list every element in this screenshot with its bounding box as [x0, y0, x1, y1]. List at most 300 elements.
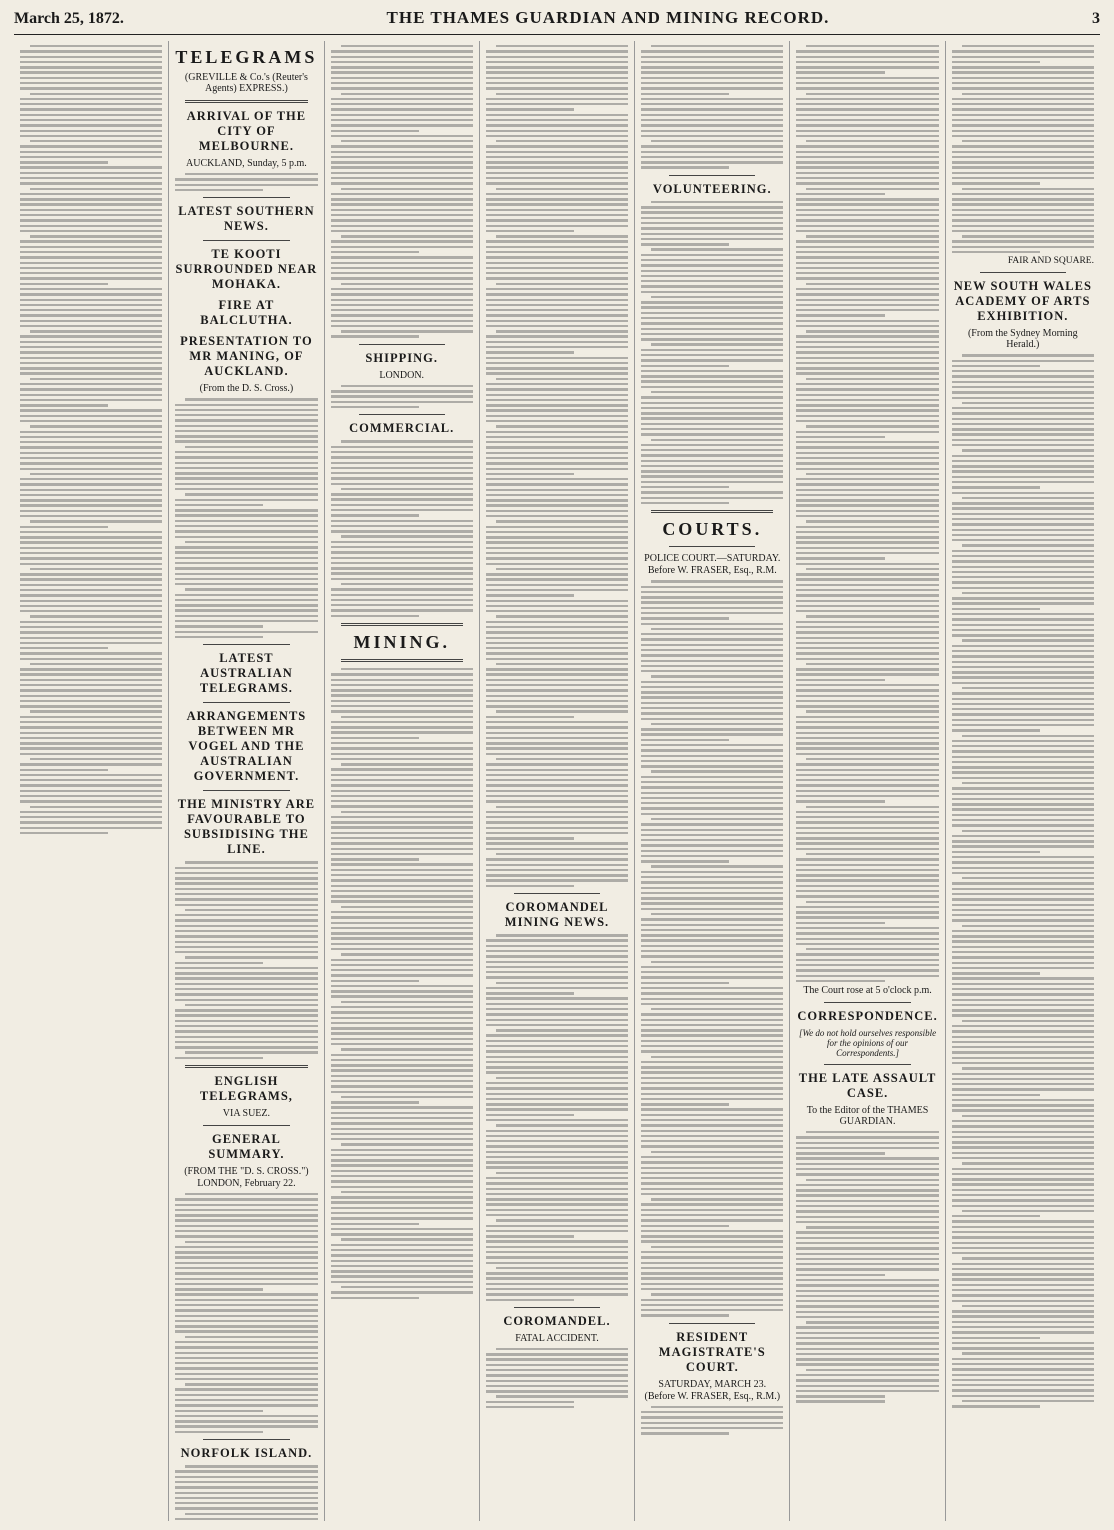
text-line: [175, 1315, 317, 1317]
text-line: [962, 782, 1094, 784]
text-line: [952, 904, 1094, 906]
text-line: [796, 811, 938, 813]
text-line: [20, 246, 162, 248]
text-line: [486, 594, 574, 596]
text-line: [952, 919, 1094, 921]
text-line: [952, 1041, 1094, 1043]
text-line: [952, 819, 1094, 821]
text-line: [486, 320, 628, 322]
text-line: [20, 193, 162, 195]
text-line: [796, 679, 884, 681]
text-line: [796, 462, 938, 464]
text-line: [952, 613, 1094, 615]
text-line: [486, 1374, 628, 1376]
text-line: [331, 87, 473, 89]
text-line: [952, 1078, 1094, 1080]
text-line: [641, 924, 783, 926]
text-line: [331, 753, 473, 755]
text-line: [796, 1305, 938, 1307]
text-line: [796, 526, 938, 528]
text-line: [651, 1008, 783, 1010]
text-line: [486, 325, 628, 327]
text-line: [175, 1399, 317, 1401]
text-line: [796, 404, 938, 406]
text-line: [331, 82, 473, 84]
text-line: [331, 900, 473, 902]
text-line: [486, 1156, 628, 1158]
article-body: [641, 580, 783, 1316]
text-line: [331, 800, 473, 802]
text-line: [486, 1225, 628, 1227]
text-line: [20, 182, 162, 184]
late-assault-heading: THE LATE ASSAULT CASE.: [798, 1071, 937, 1101]
text-line: [796, 637, 938, 639]
text-line: [796, 1237, 938, 1239]
text-line: [641, 82, 783, 84]
coromandel-news-heading: COROMANDEL MINING NEWS.: [504, 900, 610, 930]
text-line: [20, 399, 162, 401]
text-line: [962, 735, 1094, 737]
text-line: [952, 87, 1094, 89]
text-line: [20, 177, 162, 179]
text-line: [641, 654, 783, 656]
article-body: [641, 1406, 783, 1435]
text-line: [20, 452, 162, 454]
text-line: [486, 335, 628, 337]
text-line: [796, 1200, 938, 1202]
divider: [669, 175, 755, 176]
text-line: [331, 1085, 473, 1087]
text-line: [486, 468, 628, 470]
text-line: [641, 1066, 783, 1068]
text-line: [796, 827, 938, 829]
text-line: [952, 602, 1094, 604]
text-line: [641, 739, 729, 741]
text-line: [486, 182, 628, 184]
text-line: [175, 562, 317, 564]
text-line: [331, 1175, 473, 1177]
text-line: [486, 166, 628, 168]
text-line: [331, 309, 473, 311]
text-line: [20, 151, 162, 153]
text-line: [20, 658, 162, 660]
text-line: [331, 726, 473, 728]
text-line: [641, 1045, 783, 1047]
text-line: [20, 431, 162, 433]
text-line: [952, 940, 1094, 942]
text-line: [962, 877, 1094, 879]
text-line: [20, 394, 162, 396]
text-line: [486, 431, 628, 433]
text-line: [952, 624, 1094, 626]
text-line: [796, 821, 938, 823]
text-line: [641, 1172, 783, 1174]
text-line: [796, 240, 938, 242]
text-line: [641, 402, 783, 404]
text-line: [486, 1108, 628, 1110]
text-line: [641, 691, 783, 693]
text-line: [952, 1036, 1094, 1038]
text-line: [641, 1013, 783, 1015]
text-line: [486, 961, 628, 963]
text-line: [486, 848, 628, 850]
text-line: [341, 440, 473, 442]
article-body: [175, 1465, 317, 1521]
text-line: [641, 1019, 783, 1021]
text-line: [641, 797, 783, 799]
te-kooti-heading: TE KOOTI SURROUNDED NEAR MOHAKA.: [175, 247, 318, 292]
text-line: [175, 1025, 317, 1027]
article-body: [331, 385, 473, 409]
article-body: [331, 668, 473, 1299]
text-line: [952, 1146, 1094, 1148]
text-line: [331, 1011, 473, 1013]
text-line: [796, 1163, 938, 1165]
text-line: [796, 1385, 938, 1387]
text-line: [486, 77, 628, 79]
text-line: [20, 98, 162, 100]
text-line: [952, 1088, 1094, 1090]
divider: [359, 344, 445, 345]
text-line: [341, 283, 473, 285]
text-line: [641, 781, 783, 783]
text-line: [175, 604, 317, 606]
article-body: [486, 45, 628, 887]
text-line: [185, 1383, 317, 1385]
text-line: [641, 349, 783, 351]
text-line: [641, 728, 783, 730]
text-line: [641, 365, 729, 367]
text-line: [496, 93, 628, 95]
text-line: [341, 1191, 473, 1193]
text-line: [641, 1411, 783, 1413]
text-line: [796, 372, 938, 374]
text-line: [952, 935, 1094, 937]
text-line: [641, 945, 783, 947]
text-line: [952, 1252, 1094, 1254]
text-line: [952, 608, 1040, 610]
text-line: [952, 1384, 1094, 1386]
text-line: [952, 814, 1094, 816]
text-line: [962, 93, 1094, 95]
text-line: [796, 87, 938, 89]
text-line: [952, 703, 1094, 705]
text-line: [486, 790, 628, 792]
text-line: [175, 1272, 317, 1274]
text-line: [331, 964, 473, 966]
text-line: [175, 1225, 317, 1227]
divider: [651, 510, 773, 513]
text-line: [175, 1476, 317, 1478]
text-line: [641, 955, 783, 957]
text-line: [952, 365, 1040, 367]
text-line: [651, 439, 783, 441]
text-line: [952, 370, 1094, 372]
text-line: [486, 816, 628, 818]
text-line: [641, 71, 783, 73]
text-line: [641, 1314, 729, 1316]
text-line: [486, 1272, 628, 1274]
text-line: [486, 637, 628, 639]
text-line: [496, 982, 628, 984]
text-line: [185, 861, 317, 863]
text-line: [175, 189, 263, 191]
text-line: [641, 306, 783, 308]
text-line: [796, 177, 938, 179]
text-line: [486, 1353, 628, 1355]
correspondence-heading: CORRESPONDENCE.: [797, 1009, 938, 1024]
text-line: [175, 1394, 317, 1396]
text-line: [952, 1094, 1040, 1096]
text-line: [806, 330, 938, 332]
text-line: [486, 784, 628, 786]
text-line: [952, 756, 1094, 758]
text-line: [796, 504, 938, 506]
text-line: [641, 660, 783, 662]
text-line: [486, 114, 628, 116]
text-line: [341, 385, 473, 387]
text-line: [651, 201, 783, 203]
text-line: [962, 1352, 1094, 1354]
text-line: [952, 502, 1094, 504]
text-line: [641, 444, 783, 446]
text-line: [796, 388, 938, 390]
text-line: [641, 470, 783, 472]
text-line: [641, 412, 783, 414]
divider: [514, 893, 600, 894]
text-line: [486, 642, 628, 644]
text-line: [331, 1064, 473, 1066]
text-line: [175, 882, 317, 884]
text-line: [952, 433, 1094, 435]
text-line: [952, 1310, 1094, 1312]
text-line: [175, 1507, 317, 1509]
text-line: [331, 1138, 473, 1140]
text-line: [952, 708, 1094, 710]
text-line: [641, 322, 783, 324]
text-line: [341, 93, 473, 95]
text-line: [952, 230, 1094, 232]
text-line: [641, 918, 783, 920]
text-line: [486, 679, 628, 681]
text-line: [175, 1373, 317, 1375]
article-body: [175, 1193, 317, 1433]
text-line: [20, 536, 162, 538]
text-line: [20, 747, 162, 749]
text-line: [952, 1331, 1094, 1333]
text-line: [331, 742, 473, 744]
text-line: [962, 639, 1094, 641]
text-line: [331, 551, 473, 553]
text-line: [952, 470, 1094, 472]
text-line: [20, 108, 162, 110]
text-line: [486, 700, 628, 702]
text-line: [796, 489, 938, 491]
text-line: [796, 98, 938, 100]
text-line: [952, 777, 1094, 779]
nsw-academy-heading: NEW SOUTH WALES ACADEMY OF ARTS EXHIBITION.: [953, 279, 1092, 324]
column-6: [790, 41, 945, 1521]
text-line: [175, 1415, 317, 1417]
text-line: [331, 1270, 473, 1272]
text-line: [651, 140, 783, 142]
text-line: [641, 1108, 783, 1110]
text-line: [486, 452, 628, 454]
text-line: [486, 668, 628, 670]
text-line: [651, 913, 783, 915]
text-line: [486, 103, 628, 105]
text-line: [331, 225, 473, 227]
article-body: [175, 398, 317, 638]
text-line: [20, 573, 162, 575]
text-line: [952, 1109, 1094, 1111]
text-line: [20, 462, 162, 464]
text-line: [796, 927, 938, 929]
text-line: [331, 779, 473, 781]
text-line: [486, 1364, 628, 1366]
text-line: [486, 225, 628, 227]
text-line: [20, 552, 162, 554]
text-line: [331, 758, 473, 760]
text-line: [486, 119, 628, 121]
text-line: [796, 684, 938, 686]
text-line: [962, 1257, 1094, 1259]
text-line: [331, 504, 473, 506]
text-line: [486, 737, 628, 739]
text-line: [651, 1406, 783, 1408]
text-line: [331, 293, 473, 295]
text-line: [486, 726, 628, 728]
text-line: [806, 758, 938, 760]
text-line: [952, 145, 1094, 147]
text-line: [20, 811, 162, 813]
text-line: [486, 1299, 574, 1301]
text-line: [952, 999, 1094, 1001]
text-line: [331, 1112, 473, 1114]
text-line: [20, 161, 108, 163]
text-line: [651, 628, 783, 630]
text-line: [20, 499, 162, 501]
text-line: [20, 494, 162, 496]
text-line: [486, 1293, 628, 1295]
text-line: [952, 867, 1094, 869]
text-line: [486, 108, 574, 110]
text-line: [651, 865, 783, 867]
text-line: [486, 1262, 628, 1264]
text-line: [641, 211, 783, 213]
text-line: [952, 650, 1094, 652]
text-line: [952, 1194, 1094, 1196]
text-line: [331, 1207, 473, 1209]
text-line: [641, 454, 783, 456]
text-line: [175, 1320, 317, 1322]
text-line: [175, 1502, 317, 1504]
text-line: [331, 214, 473, 216]
text-line: [331, 219, 473, 221]
text-line: [185, 1004, 317, 1006]
text-line: [952, 1226, 1094, 1228]
text-line: [796, 119, 938, 121]
text-line: [952, 988, 1094, 990]
text-line: [952, 465, 1094, 467]
text-line: [952, 560, 1094, 562]
text-line: [20, 779, 162, 781]
text-line: [641, 1156, 783, 1158]
text-line: [486, 842, 628, 844]
text-line: [175, 1283, 317, 1285]
text-line: [796, 890, 938, 892]
text-line: [796, 272, 938, 274]
text-line: [486, 1056, 628, 1058]
text-line: [796, 114, 938, 116]
text-line: [962, 1067, 1094, 1069]
text-line: [641, 1145, 783, 1147]
text-line: [796, 695, 938, 697]
text-line: [30, 615, 162, 617]
text-line: [331, 1212, 473, 1214]
text-line: [952, 108, 1094, 110]
text-line: [486, 584, 628, 586]
text-line: [486, 346, 628, 348]
text-line: [641, 1288, 783, 1290]
text-line: [641, 243, 729, 245]
text-line: [486, 658, 628, 660]
text-line: [331, 1091, 473, 1093]
text-line: [175, 1267, 317, 1269]
text-line: [486, 420, 628, 422]
text-line: [486, 563, 628, 565]
text-line: [486, 489, 628, 491]
text-line: [20, 441, 162, 443]
text-line: [331, 594, 473, 596]
text-line: [796, 557, 884, 559]
text-line: [952, 1178, 1094, 1180]
text-line: [20, 325, 162, 327]
text-line: [796, 837, 938, 839]
text-line: [175, 509, 317, 511]
text-line: [486, 87, 628, 89]
text-line: [796, 631, 938, 633]
text-line: [175, 914, 317, 916]
text-line: [331, 879, 473, 881]
text-line: [331, 1217, 473, 1219]
text-line: [641, 792, 783, 794]
text-line: [952, 914, 1094, 916]
text-line: [20, 203, 162, 205]
text-line: [486, 1071, 628, 1073]
text-line: [486, 879, 628, 881]
text-line: [331, 943, 473, 945]
text-line: [796, 166, 938, 168]
text-line: [175, 893, 317, 895]
text-line: [331, 858, 419, 860]
text-line: [20, 166, 162, 168]
text-line: [641, 491, 783, 493]
text-line: [331, 541, 473, 543]
text-line: [796, 130, 938, 132]
text-line: [641, 396, 783, 398]
text-line: [641, 285, 783, 287]
text-line: [331, 974, 473, 976]
text-line: [952, 930, 1094, 932]
text-line: [641, 1140, 783, 1142]
text-line: [20, 832, 108, 834]
text-line: [651, 1293, 783, 1295]
text-line: [651, 961, 783, 963]
text-line: [486, 769, 628, 771]
text-line: [641, 280, 783, 282]
text-line: [641, 1188, 783, 1190]
